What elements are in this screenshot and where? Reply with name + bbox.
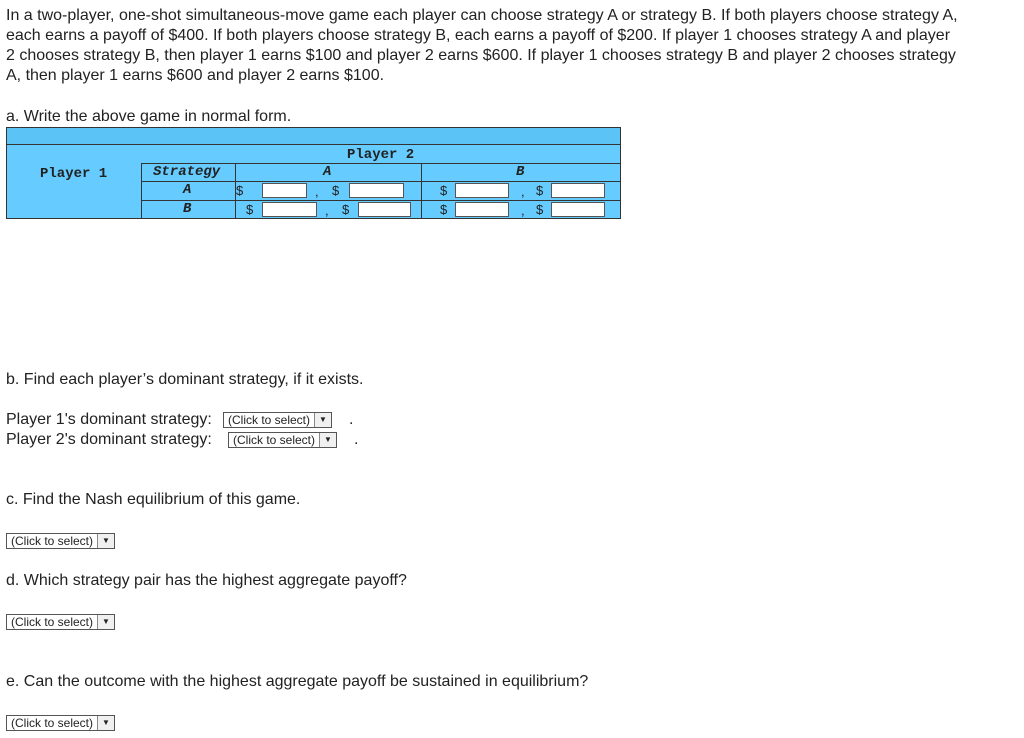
payoff-matrix <box>6 127 621 219</box>
currency-symbol: $ <box>332 183 340 198</box>
currency-symbol: $ <box>536 202 544 217</box>
currency-symbol: $ <box>342 202 350 217</box>
separator: , <box>315 184 319 199</box>
payoff-input-bb-p1[interactable] <box>455 202 509 217</box>
select-text: (Click to select) <box>228 413 311 427</box>
intro-line-1: In a two-player, one-shot simultaneous-move game each player can choose strategy A or strategy B. If both players choose strategy A, <box>6 7 958 24</box>
currency-symbol: $ <box>246 202 254 217</box>
triangle-down-icon: ▼ <box>319 433 336 447</box>
row-header-a: A <box>183 182 192 198</box>
triangle-down-icon: ▼ <box>97 534 114 548</box>
row-header-b: B <box>183 201 192 217</box>
separator: , <box>521 184 525 199</box>
payoff-input-ba-p2[interactable] <box>358 202 411 217</box>
grid-line <box>141 181 620 182</box>
triangle-down-icon: ▼ <box>314 413 331 427</box>
period: . <box>354 431 359 448</box>
strategy-header: Strategy <box>153 164 221 180</box>
p2-dominant-select[interactable] <box>228 432 337 448</box>
problem-statement <box>6 6 1018 86</box>
col-header-b: B <box>516 164 525 180</box>
intro-line-3: 2 chooses strategy B, then player 1 earns $100 and player 2 earns $600. If player 1 chooses strategy B and player 2 chooses strategy <box>6 47 956 64</box>
payoff-input-aa-p1[interactable] <box>262 183 307 198</box>
matrix-top-strip <box>7 128 620 145</box>
intro-line-2: each earns a payoff of $400. If both players choose strategy B, each earns a payoff of $200. If player 1 chooses strategy A and player <box>6 27 951 44</box>
grid-line <box>421 163 422 219</box>
period: . <box>349 411 354 428</box>
payoff-input-ba-p1[interactable] <box>262 202 317 217</box>
p2-dominant-label: Player 2's dominant strategy: <box>6 431 212 448</box>
select-text: (Click to select) <box>233 433 316 447</box>
currency-symbol: $ <box>236 183 244 198</box>
part-a-label: a. Write the above game in normal form. <box>6 108 292 125</box>
payoff-input-bb-p2[interactable] <box>551 202 605 217</box>
select-text: (Click to select) <box>11 716 94 730</box>
separator: , <box>521 203 525 218</box>
part-c-label: c. Find the Nash equilibrium of this game. <box>6 491 301 508</box>
intro-line-4: A, then player 1 earns $600 and player 2 earns $100. <box>6 67 385 84</box>
currency-symbol: $ <box>440 202 448 217</box>
player1-label: Player 1 <box>40 166 108 182</box>
payoff-input-ab-p1[interactable] <box>455 183 509 198</box>
separator: , <box>325 203 329 218</box>
currency-symbol: $ <box>536 183 544 198</box>
grid-line <box>141 200 620 201</box>
p1-dominant-label: Player 1's dominant strategy: <box>6 411 212 428</box>
part-d-label: d. Which strategy pair has the highest aggregate payoff? <box>6 572 407 589</box>
triangle-down-icon: ▼ <box>97 716 114 730</box>
grid-line <box>141 163 142 219</box>
payoff-input-ab-p2[interactable] <box>551 183 605 198</box>
triangle-down-icon: ▼ <box>97 615 114 629</box>
col-header-a: A <box>323 164 332 180</box>
p1-dominant-select[interactable] <box>223 412 332 428</box>
part-b-label: b. Find each player’s dominant strategy, if it exists. <box>6 371 364 388</box>
nash-equilibrium-select[interactable] <box>6 533 115 549</box>
part-e-label: e. Can the outcome with the highest aggregate payoff be sustained in equilibrium? <box>6 673 589 690</box>
sustained-equilibrium-select[interactable] <box>6 715 115 731</box>
highest-aggregate-select[interactable] <box>6 614 115 630</box>
payoff-input-aa-p2[interactable] <box>349 183 404 198</box>
currency-symbol: $ <box>440 183 448 198</box>
player2-label: Player 2 <box>347 147 415 163</box>
select-text: (Click to select) <box>11 615 94 629</box>
select-text: (Click to select) <box>11 534 94 548</box>
